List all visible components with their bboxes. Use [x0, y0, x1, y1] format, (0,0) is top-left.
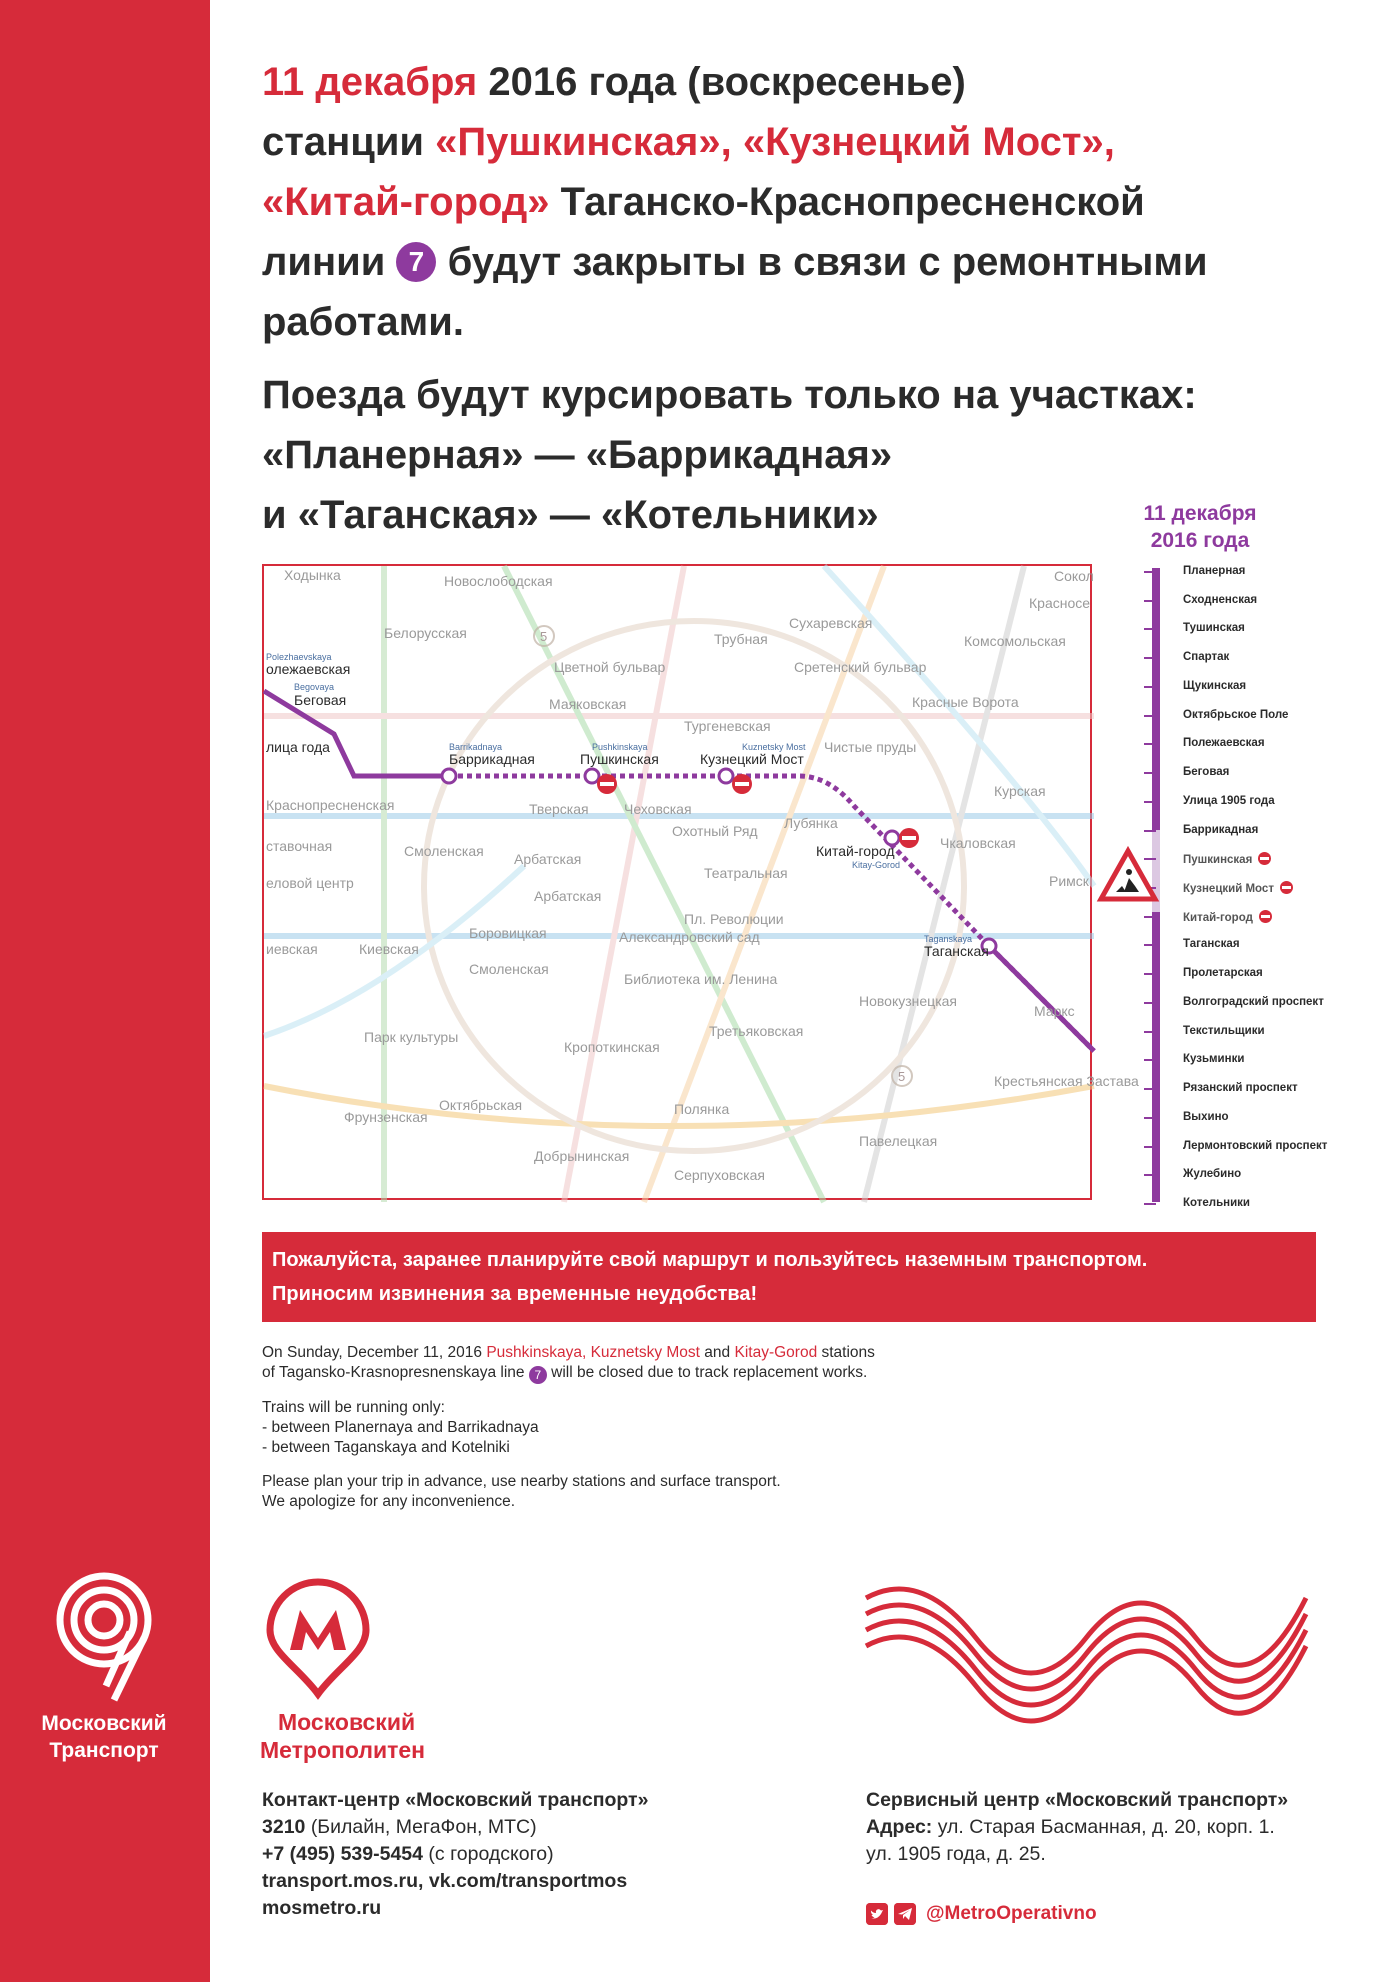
station-pushkinskaya-mark — [585, 769, 599, 783]
strip-station-label: Рязанский проспект — [1183, 1082, 1298, 1094]
social-handle[interactable]: @MetroOperativno — [926, 1903, 1097, 1924]
transport-logo-line-2: Транспорт — [49, 1739, 159, 1762]
strip-tick — [1144, 628, 1156, 630]
map-label-komsomolskaya: Комсомольская — [964, 633, 1066, 649]
strip-tick — [1144, 1203, 1156, 1205]
contact-center — [262, 1787, 722, 1922]
headline-line-name: Таганско-Краснопресненской — [560, 180, 1145, 224]
map-label-trubnaya: Трубная — [714, 631, 768, 647]
service-title: Сервисный центр «Московский транспорт» — [866, 1789, 1289, 1811]
map-label-kuznetsky-lat: Kuznetsky Most — [742, 742, 806, 752]
strip-station — [1183, 565, 1245, 578]
strip-station — [1183, 795, 1275, 808]
map-label-barrikadnaya: Баррикадная — [449, 751, 535, 767]
strip-tick — [1144, 600, 1156, 602]
map-label-kitay-gorod-lat: Kitay-Gorod — [852, 860, 901, 870]
headline-station-kitay: «Китай-город» — [262, 180, 550, 224]
map-label-pl-revolyutsii: Пл. Революции — [684, 911, 784, 927]
map-label-novokuznetskaya: Новокузнецкая — [859, 993, 957, 1009]
map-label-begovaya-lat: Begovaya — [294, 682, 335, 692]
english-trains-intro: Trains will be running only: — [262, 1399, 445, 1416]
contact-phone-short[interactable]: 3210 — [262, 1816, 306, 1838]
subhead-section-1: «Планерная» — «Баррикадная» — [262, 433, 893, 477]
telegram-icon[interactable] — [894, 1903, 916, 1925]
map-label-rimskaya: Римск — [1049, 873, 1089, 889]
strip-station-label: Сходненская — [1183, 594, 1258, 606]
line7-active-west — [264, 691, 449, 776]
strip-station-label: Выхино — [1183, 1111, 1229, 1123]
side-title-year: 2016 года — [1150, 529, 1250, 552]
map-label-belorusskaya: Белорусская — [384, 625, 467, 641]
strip-station — [1183, 737, 1265, 750]
strip-station-label: Улица 1905 года — [1183, 795, 1275, 807]
english-plan-advice: Please plan your trip in advance, use nearby stations and surface transport. — [262, 1473, 781, 1490]
map-label-polezhaevskaya-lat: Polezhaevskaya — [266, 652, 332, 662]
strip-station-label: Волгоградский проспект — [1183, 996, 1324, 1008]
strip-station-label: Октябрьское Поле — [1183, 709, 1289, 721]
moscow-transport-logo — [34, 1568, 174, 1762]
map-label-chkalovskaya: Чкаловская — [940, 835, 1016, 851]
strip-station-label: Спартак — [1183, 651, 1230, 663]
transport-logo-icon — [34, 1568, 174, 1708]
service-center — [866, 1787, 1326, 1868]
strip-tick — [1144, 772, 1156, 774]
english-p1 — [262, 1343, 1162, 1384]
no-entry-icon — [1258, 852, 1271, 865]
service-address: ул. Старая Басманная, д. 20, корп. 1. — [937, 1816, 1275, 1838]
map-label-arbatskaya-2: Арбатская — [534, 888, 602, 904]
map-label-tretyakovskaya: Третьяковская — [709, 1023, 804, 1039]
map-label-taganskaya: Таганская — [924, 943, 989, 959]
strip-station-label: Текстильщики — [1183, 1025, 1265, 1037]
headline-stations-prefix: станции — [262, 120, 425, 164]
map-label-paveletskaya: Павелецкая — [859, 1133, 938, 1149]
strip-station-label: Полежаевская — [1183, 737, 1265, 749]
map-label-polyanka: Полянка — [674, 1101, 730, 1117]
english-p3 — [262, 1472, 1162, 1512]
strip-active-north — [1152, 568, 1160, 830]
map-label-krasnye-vorota: Красные Ворота — [912, 694, 1019, 710]
headline-date: 11 декабря — [262, 60, 478, 104]
map-label-khodynka: Ходынка — [284, 567, 341, 583]
strip-station — [1183, 1197, 1250, 1210]
closed-marker-pushkinskaya — [597, 774, 617, 794]
strip-tick — [1144, 1146, 1156, 1148]
english-section-1: - between Planernaya and Barrikadnaya — [262, 1419, 539, 1436]
strip-station-label: Баррикадная — [1183, 824, 1259, 836]
strip-tick — [1144, 715, 1156, 717]
contact-phone-long[interactable]: +7 (495) 539-5454 — [262, 1843, 423, 1865]
map-label-barrikadnaya-lat: Barrikadnaya — [449, 742, 503, 752]
map-label-krasnopresnenskaya: Краснопресненская — [266, 797, 395, 813]
metro-map — [262, 564, 1139, 1200]
headline-closure-text: будут закрыты в связи с ремонтными — [447, 240, 1208, 284]
headline-line-prefix: линии — [262, 240, 386, 284]
map-label-dobryninskaya: Добрынинская — [534, 1148, 630, 1164]
line-7-badge: 7 — [396, 242, 436, 282]
strip-station — [1183, 594, 1257, 607]
strip-station — [1183, 1082, 1298, 1095]
map-label-sukharevskaya: Сухаревская — [789, 615, 873, 631]
map-label-marks: Маркс — [1034, 1003, 1075, 1019]
closed-marker-kuznetsky — [732, 774, 752, 794]
map-label-kievskaya: Киевская — [359, 941, 419, 957]
map-label-mayakovskaya: Маяковская — [549, 696, 627, 712]
map-label-taganskaya-lat: Taganskaya — [924, 934, 973, 944]
line-7-strip — [1140, 560, 1340, 1210]
strip-tick — [1144, 973, 1156, 975]
english-p2 — [262, 1398, 1162, 1458]
no-entry-icon — [1259, 910, 1272, 923]
map-label-lubyanka: Лубянка — [784, 815, 838, 831]
map-label-oktyabrskaya: Октябрьская — [439, 1097, 523, 1113]
subhead-section-2: и «Таганская» — «Котельники» — [262, 493, 879, 537]
strip-station-label: Кузнецкий Мост — [1183, 883, 1274, 895]
line-7-mini-badge: 7 — [529, 1366, 547, 1384]
line7-active-east — [989, 946, 1094, 1051]
strip-station — [1183, 852, 1271, 867]
strip-station — [1183, 680, 1246, 693]
map-label-begovaya: Беговая — [294, 692, 347, 708]
map-label-pushkinskaya-lat: Pushkinskaya — [592, 742, 648, 752]
map-label-kurskaya: Курская — [994, 783, 1046, 799]
english-stations-2: Kitay-Gorod — [734, 1344, 818, 1361]
map-label-frunzenskaya: Фрунзенская — [344, 1109, 428, 1125]
map-label-arbatskaya: Арбатская — [514, 851, 582, 867]
advisory-line-1: Пожалуйста, заранее планируйте свой маршрут и пользуйтесь наземным транспортом. — [272, 1249, 1148, 1271]
strip-station — [1183, 766, 1229, 779]
strip-station-label: Таганская — [1183, 938, 1240, 950]
map-label-okhotny: Охотный Ряд — [672, 823, 758, 839]
strip-tick — [1144, 571, 1156, 573]
headline-end: работами. — [262, 300, 464, 344]
contact-title: Контакт-центр «Московский транспорт» — [262, 1789, 649, 1811]
map-label-pushkinskaya: Пушкинская — [580, 751, 659, 767]
contact-mosmetro-link[interactable]: mosmetro.ru — [262, 1897, 382, 1919]
subhead-intro: Поезда будут курсировать только на участках: — [262, 373, 1197, 417]
strip-station-label: Кузьминки — [1183, 1053, 1245, 1065]
english-stations-word: stations — [821, 1344, 875, 1361]
map-label-smolenskaya-2: Смоленская — [469, 961, 549, 977]
english-notice — [262, 1343, 1162, 1526]
side-title — [1120, 500, 1280, 554]
metro-logo-icon — [258, 1582, 378, 1702]
strip-station — [1183, 996, 1324, 1009]
english-closure: will be closed due to track replacement works. — [551, 1364, 868, 1381]
metro-logo-line-2: Метрополитен — [260, 1737, 426, 1763]
strip-tick — [1144, 686, 1156, 688]
roadworks-warning-icon — [1098, 848, 1158, 902]
strip-tick — [1144, 657, 1156, 659]
strip-station — [1183, 1025, 1265, 1038]
metro-logo-line-1: Московский — [278, 1709, 416, 1735]
strip-station-label: Китай-город — [1183, 912, 1253, 924]
twitter-icon[interactable] — [866, 1903, 888, 1925]
advisory-line-2: Приносим извинения за временные неудобства! — [272, 1283, 758, 1305]
strip-station — [1183, 1168, 1241, 1181]
strip-station — [1183, 1053, 1244, 1066]
english-date: On Sunday, December 11, 2016 — [262, 1344, 483, 1361]
strip-tick — [1144, 1059, 1156, 1061]
strip-station-label: Котельники — [1183, 1197, 1251, 1209]
strip-tick — [1144, 1117, 1156, 1119]
strip-station-label: Щукинская — [1183, 680, 1247, 692]
map-label-chekhovskaya: Чеховская — [624, 801, 692, 817]
strip-tick — [1144, 801, 1156, 803]
moscow-metro-logo — [258, 1582, 426, 1763]
map-label-kuznetsky: Кузнецкий Мост — [700, 751, 804, 767]
map-label-biblioteka: Библиотека им. Ленина — [624, 971, 778, 987]
map-label-tverskaya: Тверская — [529, 801, 589, 817]
strip-station-label: Пролетарская — [1183, 967, 1263, 979]
strip-station — [1183, 967, 1263, 980]
transport-logo-label — [24, 1710, 184, 1764]
strip-station — [1183, 881, 1293, 896]
map-label-sretensky: Сретенский бульвар — [794, 659, 927, 675]
strip-station — [1183, 910, 1272, 925]
decorative-waves — [866, 1578, 1316, 1698]
english-section-2: - between Taganskaya and Kotelniki — [262, 1439, 510, 1456]
strip-station — [1183, 709, 1288, 722]
strip-tick — [1144, 916, 1156, 918]
map-label-polezhaevskaya: олежаевская — [266, 661, 351, 677]
contact-web-links[interactable]: transport.mos.ru, vk.com/transportmos — [262, 1870, 628, 1892]
ring-number: 5 — [540, 629, 548, 644]
strip-station-label: Пушкинская — [1183, 854, 1253, 866]
headline-year: 2016 года (воскресенье) — [488, 60, 966, 104]
metro-map-svg — [264, 566, 1139, 1202]
map-label-chistye-prudy: Чистые пруды — [824, 739, 917, 755]
station-barrikadnaya-mark — [442, 769, 456, 783]
station-kuznetsky-mark — [719, 769, 733, 783]
strip-station-label: Планерная — [1183, 565, 1246, 577]
map-label-borovitskaya: Боровицкая — [469, 925, 547, 941]
map-label-sokol: Сокол — [1054, 568, 1094, 584]
service-address-2: ул. 1905 года, д. 25. — [866, 1843, 1046, 1865]
strip-station-label: Тушинская — [1183, 622, 1245, 634]
english-line-name: of Tagansko-Krasnopresnenskaya line — [262, 1364, 525, 1381]
english-stations-1: Pushkinskaya, Kuznetsky Most — [486, 1344, 700, 1361]
map-label-ulitsa-goda: лица года — [266, 739, 330, 755]
strip-tick — [1144, 1002, 1156, 1004]
contact-phone-short-note: (Билайн, МегаФон, МТС) — [310, 1816, 537, 1838]
strip-station — [1183, 1111, 1229, 1124]
map-label-krasnoselskaya: Красносе — [1029, 595, 1091, 611]
map-label-kievskaya-left: иевская — [266, 941, 318, 957]
ring-number-2: 5 — [898, 1069, 906, 1084]
strip-station-label: Жулебино — [1183, 1168, 1242, 1180]
map-label-smolenskaya: Смоленская — [404, 843, 484, 859]
metro-logo-label — [260, 1708, 460, 1764]
map-label-krestyanskaya: Крестьянская Застава — [994, 1073, 1139, 1089]
strip-tick — [1144, 944, 1156, 946]
strip-station-label: Лермонтовский проспект — [1183, 1140, 1328, 1152]
map-label-vystavochnaya: ставочная — [266, 838, 333, 854]
map-label-delovoy: еловой центр — [266, 875, 354, 891]
map-label-teatralnaya: Театральная — [704, 865, 788, 881]
map-label-novoslobodskaya: Новослободская — [444, 573, 553, 589]
closed-marker-kitay — [899, 828, 919, 848]
transport-logo-line-1: Московский — [41, 1712, 167, 1735]
strip-tick — [1144, 830, 1156, 832]
strip-station — [1183, 651, 1229, 664]
strip-station-label: Беговая — [1183, 766, 1230, 778]
english-apology: We apologize for any inconvenience. — [262, 1493, 516, 1510]
map-label-kitay-gorod: Китай-город — [816, 843, 895, 859]
strip-tick — [1144, 1031, 1156, 1033]
strip-station — [1183, 622, 1245, 635]
side-title-date: 11 декабря — [1143, 502, 1257, 525]
strip-station — [1183, 1140, 1327, 1153]
strip-station — [1183, 824, 1258, 837]
strip-station — [1183, 938, 1240, 951]
service-address-label: Адрес: — [866, 1816, 933, 1838]
map-label-tsvetnoy: Цветной бульвар — [554, 659, 666, 675]
social-links — [866, 1903, 1097, 1925]
no-entry-icon — [1280, 881, 1293, 894]
map-label-turgenevskaya: Тургеневская — [684, 718, 771, 734]
headline — [262, 52, 1302, 352]
map-label-kropotkinskaya: Кропоткинская — [564, 1039, 660, 1055]
contact-phone-long-note: (с городского) — [428, 1843, 554, 1865]
english-and: and — [704, 1344, 731, 1361]
advisory-banner — [262, 1232, 1316, 1322]
map-label-aleksandrovsky: Александровский сад — [619, 929, 760, 945]
strip-tick — [1144, 1174, 1156, 1176]
strip-tick — [1144, 1088, 1156, 1090]
map-label-park-kultury: Парк культуры — [364, 1029, 459, 1045]
strip-tick — [1144, 743, 1156, 745]
map-label-serpukhovskaya: Серпуховская — [674, 1167, 765, 1183]
strip-active-south — [1152, 912, 1160, 1202]
headline-stations: «Пушкинская», «Кузнецкий Мост», — [435, 120, 1115, 164]
